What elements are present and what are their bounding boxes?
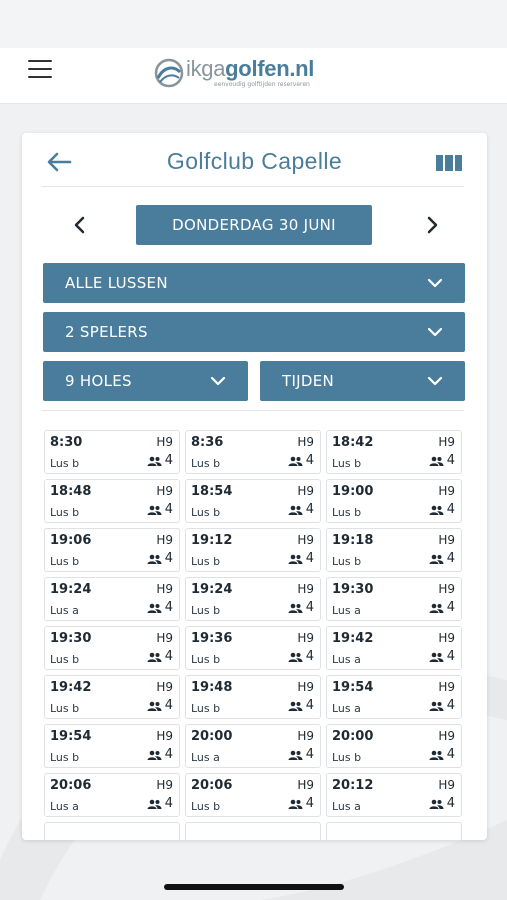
next-day-icon[interactable] (420, 213, 444, 237)
slot-players (147, 600, 173, 615)
slot-players (288, 796, 314, 811)
slot-time: 19:06 (50, 533, 92, 548)
slot-player-count: 4 (164, 747, 173, 762)
slot-players (429, 453, 455, 468)
slot-time: 8:36 (191, 435, 224, 450)
chevron-down-icon (427, 374, 443, 388)
previous-day-icon[interactable] (68, 213, 92, 237)
slot-holes: H9 (156, 729, 173, 743)
slot-holes: H9 (438, 778, 455, 792)
slot-loop: Lus a (332, 800, 361, 813)
times-dropdown[interactable] (260, 361, 465, 401)
slot-players (147, 698, 173, 713)
slot-time: 20:00 (191, 729, 233, 744)
people-icon (147, 701, 162, 711)
tee-time-slot[interactable] (185, 528, 321, 572)
tee-time-slot[interactable] (326, 822, 462, 840)
slot-loop: Lus a (332, 604, 361, 617)
slot-players (147, 747, 173, 762)
slot-time: 19:48 (191, 680, 233, 695)
logo-tagline: eenvoudig golftijden reserveren (214, 81, 310, 88)
tee-time-slot[interactable] (44, 675, 180, 719)
tee-time-slot[interactable] (185, 626, 321, 670)
slot-player-count: 4 (305, 698, 314, 713)
people-icon (288, 750, 303, 760)
slot-holes: H9 (156, 582, 173, 596)
slot-holes: H9 (156, 435, 173, 449)
people-icon (147, 505, 162, 515)
slot-player-count: 4 (305, 600, 314, 615)
people-icon (147, 554, 162, 564)
slot-holes: H9 (156, 778, 173, 792)
slot-holes: H9 (297, 729, 314, 743)
slot-loop: Lus a (50, 800, 79, 813)
slot-players (429, 649, 455, 664)
slot-players (288, 502, 314, 517)
slot-players (429, 796, 455, 811)
tee-time-slot[interactable] (44, 773, 180, 817)
people-icon (429, 554, 444, 564)
date-picker-button[interactable]: DONDERDAG 30 JUNI (136, 205, 372, 245)
slot-players (147, 502, 173, 517)
tee-time-list (44, 430, 466, 840)
slot-loop: Lus b (332, 506, 362, 519)
slot-players (288, 649, 314, 664)
holes-dropdown[interactable] (43, 361, 248, 401)
people-icon (288, 603, 303, 613)
slot-time: 19:18 (332, 533, 374, 548)
slot-time: 19:54 (332, 680, 374, 695)
slot-time: 20:12 (332, 778, 374, 793)
tee-time-slot[interactable] (326, 724, 462, 768)
slot-loop: Lus b (50, 751, 80, 764)
tee-time-slot[interactable] (185, 822, 321, 840)
tee-time-slot[interactable] (326, 773, 462, 817)
slot-holes: H9 (297, 631, 314, 645)
slot-player-count: 4 (446, 502, 455, 517)
slot-player-count: 4 (446, 698, 455, 713)
slot-time: 19:30 (50, 631, 92, 646)
people-icon (288, 799, 303, 809)
card-header (22, 133, 487, 187)
slot-player-count: 4 (164, 649, 173, 664)
slot-time: 19:00 (332, 484, 374, 499)
slot-loop: Lus b (191, 555, 221, 568)
app-header (0, 48, 507, 104)
slot-time: 8:30 (50, 435, 83, 450)
slot-players (147, 796, 173, 811)
slot-player-count: 4 (164, 698, 173, 713)
date-navigation (22, 205, 487, 245)
slot-players (288, 551, 314, 566)
slot-player-count: 4 (446, 747, 455, 762)
loops-dropdown[interactable] (43, 263, 465, 303)
slot-holes: H9 (156, 631, 173, 645)
slot-player-count: 4 (164, 502, 173, 517)
tee-time-slot[interactable] (326, 675, 462, 719)
view-columns-icon[interactable] (436, 155, 462, 171)
slot-loop: Lus a (191, 751, 220, 764)
divider (42, 186, 464, 187)
players-dropdown[interactable] (43, 312, 465, 352)
slot-players (288, 453, 314, 468)
people-icon (429, 701, 444, 711)
chevron-down-icon (427, 276, 443, 290)
slot-player-count: 4 (305, 796, 314, 811)
slot-loop: Lus b (50, 506, 80, 519)
slot-loop: Lus a (50, 604, 79, 617)
slot-holes: H9 (297, 582, 314, 596)
people-icon (147, 652, 162, 662)
people-icon (429, 456, 444, 466)
slot-holes: H9 (438, 729, 455, 743)
slot-player-count: 4 (446, 600, 455, 615)
slot-holes: H9 (156, 484, 173, 498)
people-icon (147, 799, 162, 809)
slot-loop: Lus b (332, 555, 362, 568)
tee-time-slot[interactable] (44, 724, 180, 768)
slot-holes: H9 (438, 484, 455, 498)
slot-holes: H9 (297, 484, 314, 498)
slot-time: 18:48 (50, 484, 92, 499)
slot-player-count: 4 (305, 649, 314, 664)
tee-time-slot[interactable] (326, 577, 462, 621)
slot-time: 20:06 (50, 778, 92, 793)
slot-time: 19:54 (50, 729, 92, 744)
slot-player-count: 4 (164, 796, 173, 811)
tee-time-slot[interactable] (44, 528, 180, 572)
slot-loop: Lus b (191, 457, 221, 470)
slot-holes: H9 (438, 582, 455, 596)
slot-players (147, 551, 173, 566)
slot-time: 20:00 (332, 729, 374, 744)
slot-loop: Lus b (191, 506, 221, 519)
loops-dropdown-label: ALLE LUSSEN (65, 274, 168, 292)
slot-player-count: 4 (446, 551, 455, 566)
people-icon (429, 750, 444, 760)
slot-loop: Lus b (50, 702, 80, 715)
tee-time-slot[interactable] (44, 626, 180, 670)
people-icon (288, 456, 303, 466)
tee-time-slot[interactable] (326, 430, 462, 474)
chevron-down-icon (427, 325, 443, 339)
slot-holes: H9 (297, 435, 314, 449)
slot-players (288, 698, 314, 713)
slot-holes: H9 (438, 680, 455, 694)
slot-loop: Lus b (191, 604, 221, 617)
players-dropdown-label: 2 SPELERS (65, 323, 148, 341)
slot-player-count: 4 (305, 453, 314, 468)
slot-players (288, 747, 314, 762)
slot-loop: Lus b (332, 751, 362, 764)
slot-loop: Lus b (191, 653, 221, 666)
people-icon (147, 456, 162, 466)
slot-time: 18:42 (332, 435, 374, 450)
slot-holes: H9 (438, 631, 455, 645)
tee-time-slot[interactable] (185, 479, 321, 523)
slot-time: 19:36 (191, 631, 233, 646)
app-logo[interactable] (154, 56, 314, 90)
slot-time: 19:24 (50, 582, 92, 597)
tee-time-slot[interactable] (326, 479, 462, 523)
slot-players (429, 502, 455, 517)
slot-players (147, 453, 173, 468)
slot-loop: Lus b (191, 702, 221, 715)
slot-time: 19:12 (191, 533, 233, 548)
slot-loop: Lus b (332, 457, 362, 470)
slot-player-count: 4 (305, 747, 314, 762)
chevron-down-icon (210, 374, 226, 388)
slot-holes: H9 (438, 435, 455, 449)
tee-time-slot[interactable] (44, 577, 180, 621)
people-icon (429, 652, 444, 662)
slot-player-count: 4 (446, 649, 455, 664)
slot-holes: H9 (297, 533, 314, 547)
slot-players (429, 551, 455, 566)
slot-holes: H9 (156, 533, 173, 547)
people-icon (429, 505, 444, 515)
slot-player-count: 4 (164, 453, 173, 468)
people-icon (288, 554, 303, 564)
slot-player-count: 4 (446, 453, 455, 468)
holes-dropdown-label: 9 HOLES (65, 372, 132, 390)
slot-time: 19:24 (191, 582, 233, 597)
slot-player-count: 4 (305, 551, 314, 566)
page-title: Golfclub Capelle (166, 148, 343, 174)
tee-time-slot[interactable] (326, 528, 462, 572)
slot-time: 20:06 (191, 778, 233, 793)
people-icon (288, 505, 303, 515)
slot-loop: Lus b (50, 653, 80, 666)
slot-loop: Lus a (332, 702, 361, 715)
slot-players (429, 747, 455, 762)
times-dropdown-label: TIJDEN (282, 372, 335, 390)
slot-time: 18:54 (191, 484, 233, 499)
slot-holes: H9 (297, 680, 314, 694)
tee-time-slot[interactable] (185, 430, 321, 474)
tee-time-slot[interactable] (44, 430, 180, 474)
tee-time-slot[interactable] (326, 626, 462, 670)
slot-player-count: 4 (446, 796, 455, 811)
slot-loop: Lus a (332, 653, 361, 666)
slot-players (429, 698, 455, 713)
slot-players (429, 600, 455, 615)
tee-time-slot[interactable] (44, 822, 180, 840)
logo-swirl-icon (154, 58, 184, 88)
slot-time: 19:30 (332, 582, 374, 597)
people-icon (288, 701, 303, 711)
tee-time-slot[interactable] (185, 675, 321, 719)
tee-time-slot[interactable] (44, 479, 180, 523)
slot-loop: Lus b (50, 457, 80, 470)
tee-times-card (22, 133, 487, 840)
slot-players (147, 649, 173, 664)
slot-player-count: 4 (164, 600, 173, 615)
divider (42, 410, 464, 411)
slot-loop: Lus b (50, 555, 80, 568)
logo-text-bold: golfen.nl (225, 56, 315, 81)
tee-time-slot[interactable] (185, 577, 321, 621)
people-icon (429, 603, 444, 613)
people-icon (147, 750, 162, 760)
people-icon (429, 799, 444, 809)
home-indicator[interactable] (164, 884, 344, 890)
people-icon (147, 603, 162, 613)
people-icon (288, 652, 303, 662)
slot-loop: Lus b (191, 800, 221, 813)
slot-player-count: 4 (305, 502, 314, 517)
status-bar (0, 0, 507, 48)
logo-text-light: ikga (186, 56, 226, 81)
slot-time: 19:42 (332, 631, 374, 646)
slot-holes: H9 (156, 680, 173, 694)
menu-icon[interactable] (28, 60, 52, 78)
tee-time-slot[interactable] (185, 773, 321, 817)
slot-player-count: 4 (164, 551, 173, 566)
slot-players (288, 600, 314, 615)
tee-time-slot[interactable] (185, 724, 321, 768)
slot-holes: H9 (438, 533, 455, 547)
slot-holes: H9 (297, 778, 314, 792)
slot-time: 19:42 (50, 680, 92, 695)
